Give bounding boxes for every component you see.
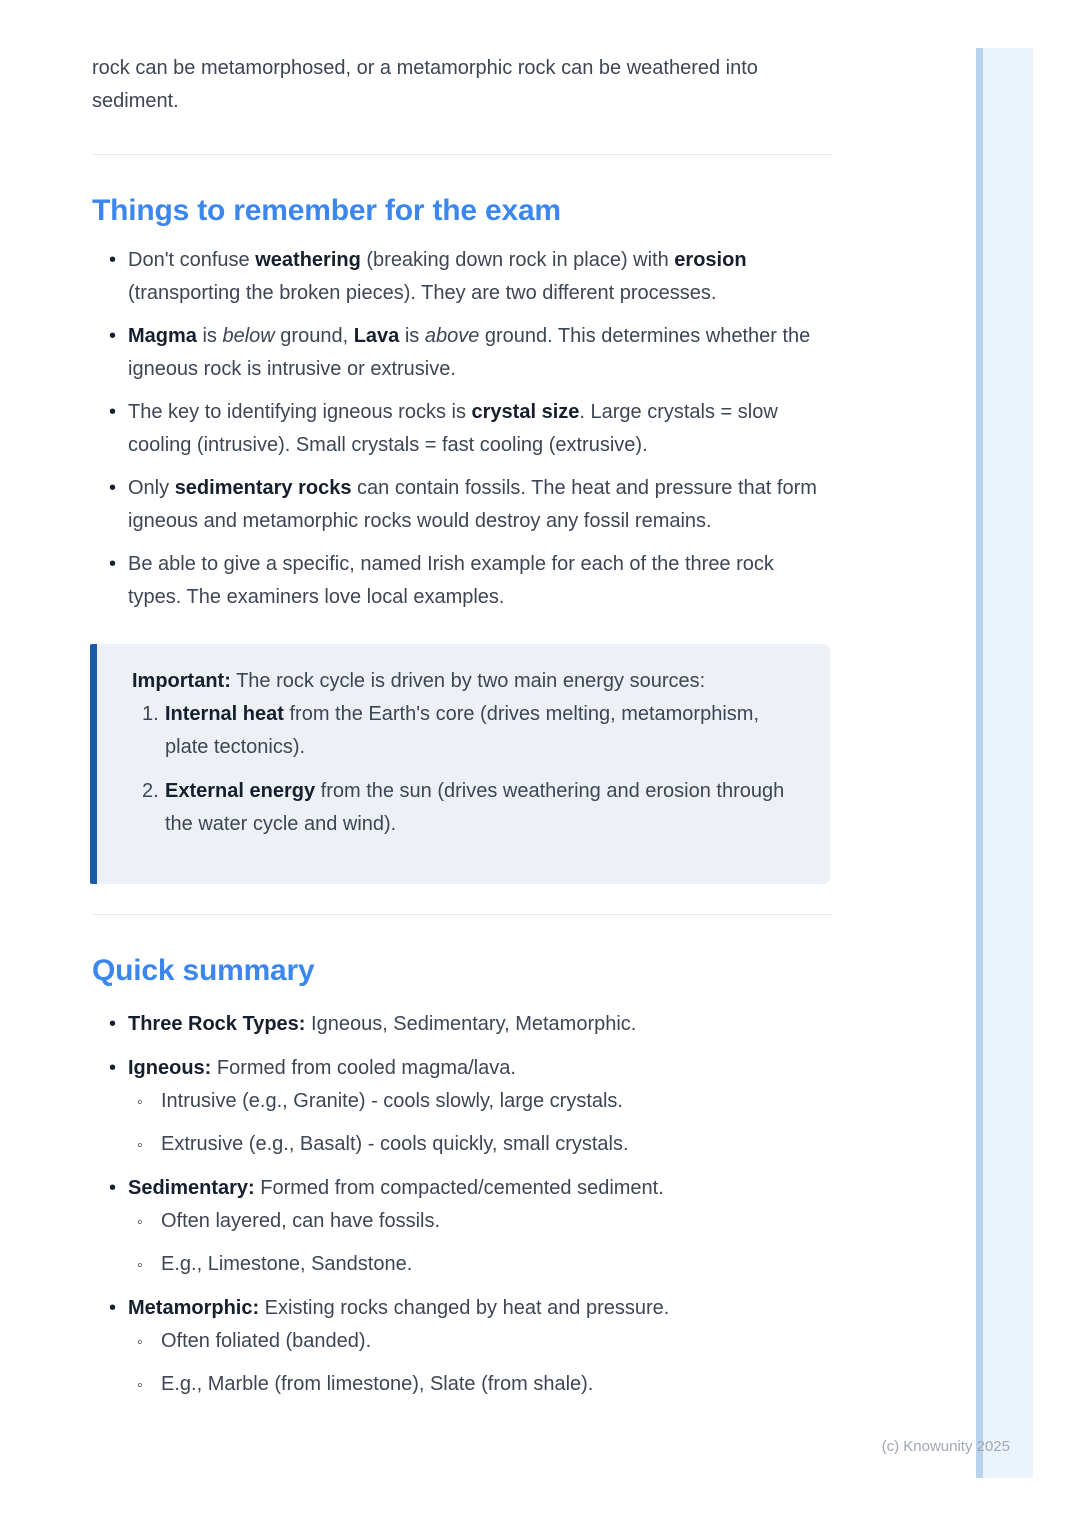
callout-lead-text: Important: The rock cycle is driven by two main energy sources: [132,670,706,692]
sub-list-item [128,1085,832,1118]
sub-list-item [128,1128,832,1161]
sub-list-item [128,1205,832,1238]
list-item [92,1008,832,1041]
list-item [92,244,832,310]
sub-list-item-text: Extrusive (e.g., Basalt) - cools quickly, small crystals. [161,1133,629,1155]
list-item [92,320,832,386]
numbered-item [132,698,790,764]
open-circle-bullet-icon: ◦ [137,1137,143,1154]
item-number: 2. [142,780,159,802]
sub-list-item-text: E.g., Marble (from limestone), Slate (from shale). [161,1373,594,1395]
sub-list-item-text: Intrusive (e.g., Granite) - cools slowly, large crystals. [161,1090,623,1112]
bullet-icon: • [109,1013,117,1035]
list-item [92,1052,832,1161]
sub-list-item [128,1248,832,1281]
section-heading-summary: Quick summary [92,954,315,987]
list-item-text: Metamorphic: Existing rocks changed by heat and pressure. [128,1297,670,1319]
list-item [92,396,832,462]
list-item-text: Magma is below ground, Lava is above ground. This determines whether the igneous rock is intrusive or extrusive. [128,325,811,380]
sub-bullet-list [128,1325,832,1401]
sub-list-item [128,1325,832,1358]
bullet-icon: • [109,401,117,423]
section-divider [92,154,832,155]
list-item [92,548,832,614]
open-circle-bullet-icon: ◦ [137,1214,143,1231]
list-item-text: Be able to give a specific, named Irish example for each of the three rock types. The examiners love local examples. [128,553,774,608]
bullet-icon: • [109,477,117,499]
list-item [92,1172,832,1281]
sub-bullet-list [128,1085,832,1161]
sub-list-item-text: E.g., Limestone, Sandstone. [161,1253,413,1275]
page-content [92,52,832,1412]
open-circle-bullet-icon: ◦ [137,1377,143,1394]
bullet-icon: • [109,553,117,575]
exam-bullet-list [92,244,832,614]
list-item-text: Only sedimentary rocks can contain fossils. The heat and pressure that form igneous and metamorphic rocks would destroy any fossil remains. [128,477,817,532]
bullet-icon: • [109,1057,117,1079]
item-number: 1. [142,703,159,725]
bullet-icon: • [109,325,117,347]
list-item-text: Sedimentary: Formed from compacted/cemented sediment. [128,1177,664,1199]
numbered-item [132,775,790,841]
list-item [92,1292,832,1401]
sub-bullet-list [128,1205,832,1281]
important-callout [90,644,830,884]
sub-list-item-text: Often layered, can have fossils. [161,1210,441,1232]
list-item-text: Three Rock Types: Igneous, Sedimentary, Metamorphic. [128,1013,637,1035]
sub-list-item [128,1368,832,1401]
intro-paragraph: rock can be metamorphosed, or a metamorphic rock can be weathered into sediment. [92,57,758,112]
section-heading-exam: Things to remember for the exam [92,194,561,227]
list-item-text: Don't confuse weathering (breaking down rock in place) with erosion (transporting the broken pieces). They are two different processes. [128,249,747,304]
scrollbar-track[interactable] [976,48,1033,1478]
sub-list-item-text: Often foliated (banded). [161,1330,372,1352]
bullet-icon: • [109,249,117,271]
open-circle-bullet-icon: ◦ [137,1334,143,1351]
callout-numbered-list [132,698,790,841]
open-circle-bullet-icon: ◦ [137,1257,143,1274]
numbered-item-text: External energy from the sun (drives weathering and erosion through the water cycle and wind). [165,780,785,835]
bullet-icon: • [109,1177,117,1199]
bullet-icon: • [109,1297,117,1319]
section-divider [92,914,832,915]
numbered-item-text: Internal heat from the Earth's core (drives melting, metamorphism, plate tectonics). [165,703,759,758]
open-circle-bullet-icon: ◦ [137,1094,143,1111]
list-item [92,472,832,538]
copyright-footer: (c) Knowunity 2025 [881,1438,1010,1455]
list-item-text: Igneous: Formed from cooled magma/lava. [128,1057,516,1079]
summary-bullet-list [92,1008,832,1401]
list-item-text: The key to identifying igneous rocks is crystal size. Large crystals = slow cooling (intrusive). Small crystals = fast cooling (extrusive). [128,401,778,456]
